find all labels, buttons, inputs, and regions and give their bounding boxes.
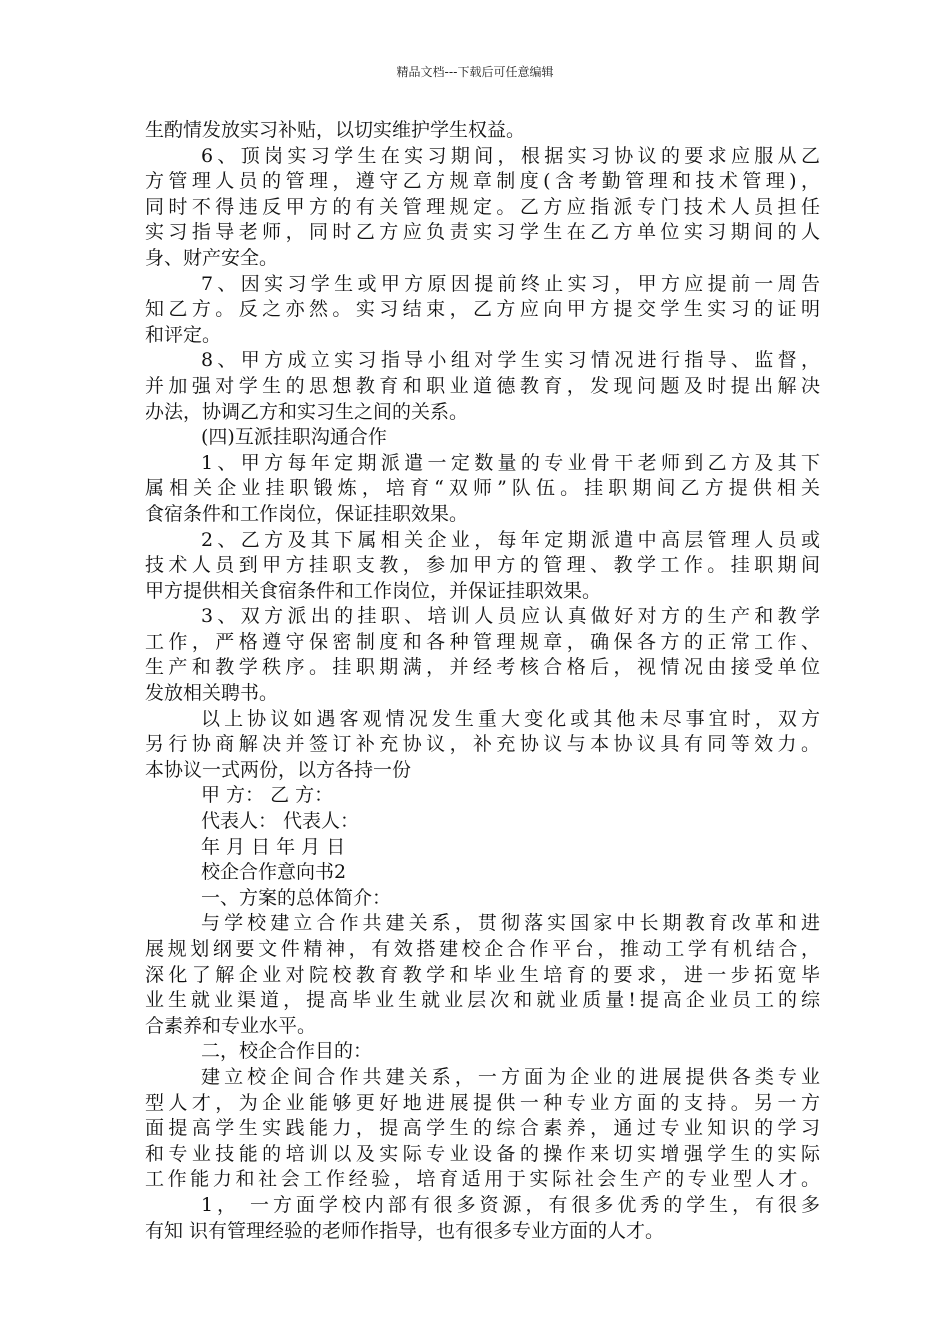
- text-line: 方管理人员的管理，遵守乙方规章制度(含考勤管理和技术管理)，: [145, 170, 820, 193]
- text-line: 8、甲方成立实习指导小组对学生实习情况进行指导、监督，: [201, 349, 820, 372]
- text-line: 本协议一式两份，以方各持一份: [145, 758, 412, 781]
- text-line: 1、甲方每年定期派遣一定数量的专业骨干老师到乙方及其下: [201, 451, 820, 474]
- text-line: 实习指导老师，同时乙方应负责实习学生在乙方单位实习期间的人: [145, 221, 820, 244]
- text-line: 和专业技能的培训以及实际专业设备的操作来切实增强学生的实际: [145, 1142, 820, 1165]
- text-line: 深化了解企业对院校教育教学和毕业生培育的要求，进一步拓宽毕: [145, 963, 820, 986]
- text-line: 3、双方派出的挂职、培训人员应认真做好对方的生产和教学: [201, 605, 820, 628]
- text-line: 工作能力和社会工作经验，培育适用于实际社会生产的专业型人才。: [145, 1168, 820, 1191]
- text-line: 年 月 日 年 月 日: [201, 835, 346, 858]
- text-line: 一、方案的总体简介：: [201, 886, 392, 909]
- page-header: 精品文档---下载后可任意编辑: [396, 65, 554, 79]
- text-line: 技术人员到甲方挂职支教，参加甲方的管理、教学工作。挂职期间: [145, 554, 820, 577]
- text-line: 工作，严格遵守保密制度和各种管理规章，确保各方的正常工作、: [145, 630, 820, 653]
- text-line: 食宿条件和工作岗位，保证挂职效果。: [145, 502, 469, 525]
- text-line: 代表人： 代表人：: [201, 810, 360, 833]
- text-line: 6、顶岗实习学生在实习期间，根据实习协议的要求应服从乙: [201, 144, 820, 167]
- text-line: 生产和教学秩序。挂职期满，并经考核合格后，视情况由接受单位: [145, 656, 820, 679]
- text-line: 型人才，为企业能够更好地进展提供一种专业方面的支持。另一方: [145, 1091, 820, 1114]
- text-line: 另行协商解决并签订补充协议，补充协议与本协议具有同等效力。: [145, 733, 820, 756]
- text-line: 7、因实习学生或甲方原因提前终止实习，甲方应提前一周告: [201, 272, 820, 295]
- text-line: 二，校企合作目的：: [201, 1040, 373, 1063]
- text-line: 展规划纲要文件精神，有效搭建校企合作平台，推动工学有机结合，: [145, 938, 820, 960]
- text-line: 校企合作意向书2: [201, 861, 347, 884]
- text-line: 面提高学生实践能力，提高学生的综合素养，通过专业知识的学习: [145, 1117, 820, 1140]
- text-line: 和评定。: [145, 323, 222, 346]
- text-line: 知乙方。反之亦然。实习结束，乙方应向甲方提交学生实习的证明: [145, 298, 820, 321]
- text-line: 合素养和专业水平。: [145, 1014, 317, 1037]
- text-line: 甲 方： 乙 方：: [201, 784, 334, 807]
- text-line: 建立校企间合作共建关系，一方面为企业的进展提供各类专业: [201, 1065, 820, 1088]
- text-line: (四)互派挂职沟通合作: [201, 426, 387, 449]
- text-line: 与学校建立合作共建关系，贯彻落实国家中长期教育改革和进: [201, 912, 820, 935]
- text-line: 生酌情发放实习补贴，以切实维护学生权益。: [145, 119, 526, 141]
- text-line: 同时不得违反甲方的有关管理规定。乙方应指派专门技术人员担任: [145, 195, 820, 218]
- text-line: 以上协议如遇客观情况发生重大变化或其他未尽事宜时，双方: [201, 707, 820, 730]
- text-line: 属相关企业挂职锻炼，培育“双师”队伍。挂职期间乙方提供相关: [145, 477, 820, 500]
- text-line: 甲方提供相关食宿条件和工作岗位，并保证挂职效果。: [145, 579, 602, 602]
- text-line: 2、乙方及其下属相关企业，每年定期派遣中高层管理人员或: [201, 528, 820, 551]
- text-line: 发放相关聘书。: [145, 682, 279, 705]
- text-line: 身、财产安全。: [145, 246, 279, 269]
- text-line: 1， 一方面学校内部有很多资源，有很多优秀的学生，有很多: [201, 1193, 820, 1216]
- text-line: 办法，协调乙方和实习生之间的关系。: [145, 400, 469, 423]
- text-line: 有知 识有管理经验的老师作指导，也有很多专业方面的人才。: [145, 1219, 665, 1242]
- document-body: [145, 118, 820, 1244]
- text-line: 业生就业渠道，提高毕业生就业层次和就业质量!提高企业员工的综: [145, 989, 820, 1012]
- text-line: 并加强对学生的思想教育和职业道德教育，发现问题及时提出解决: [145, 374, 820, 397]
